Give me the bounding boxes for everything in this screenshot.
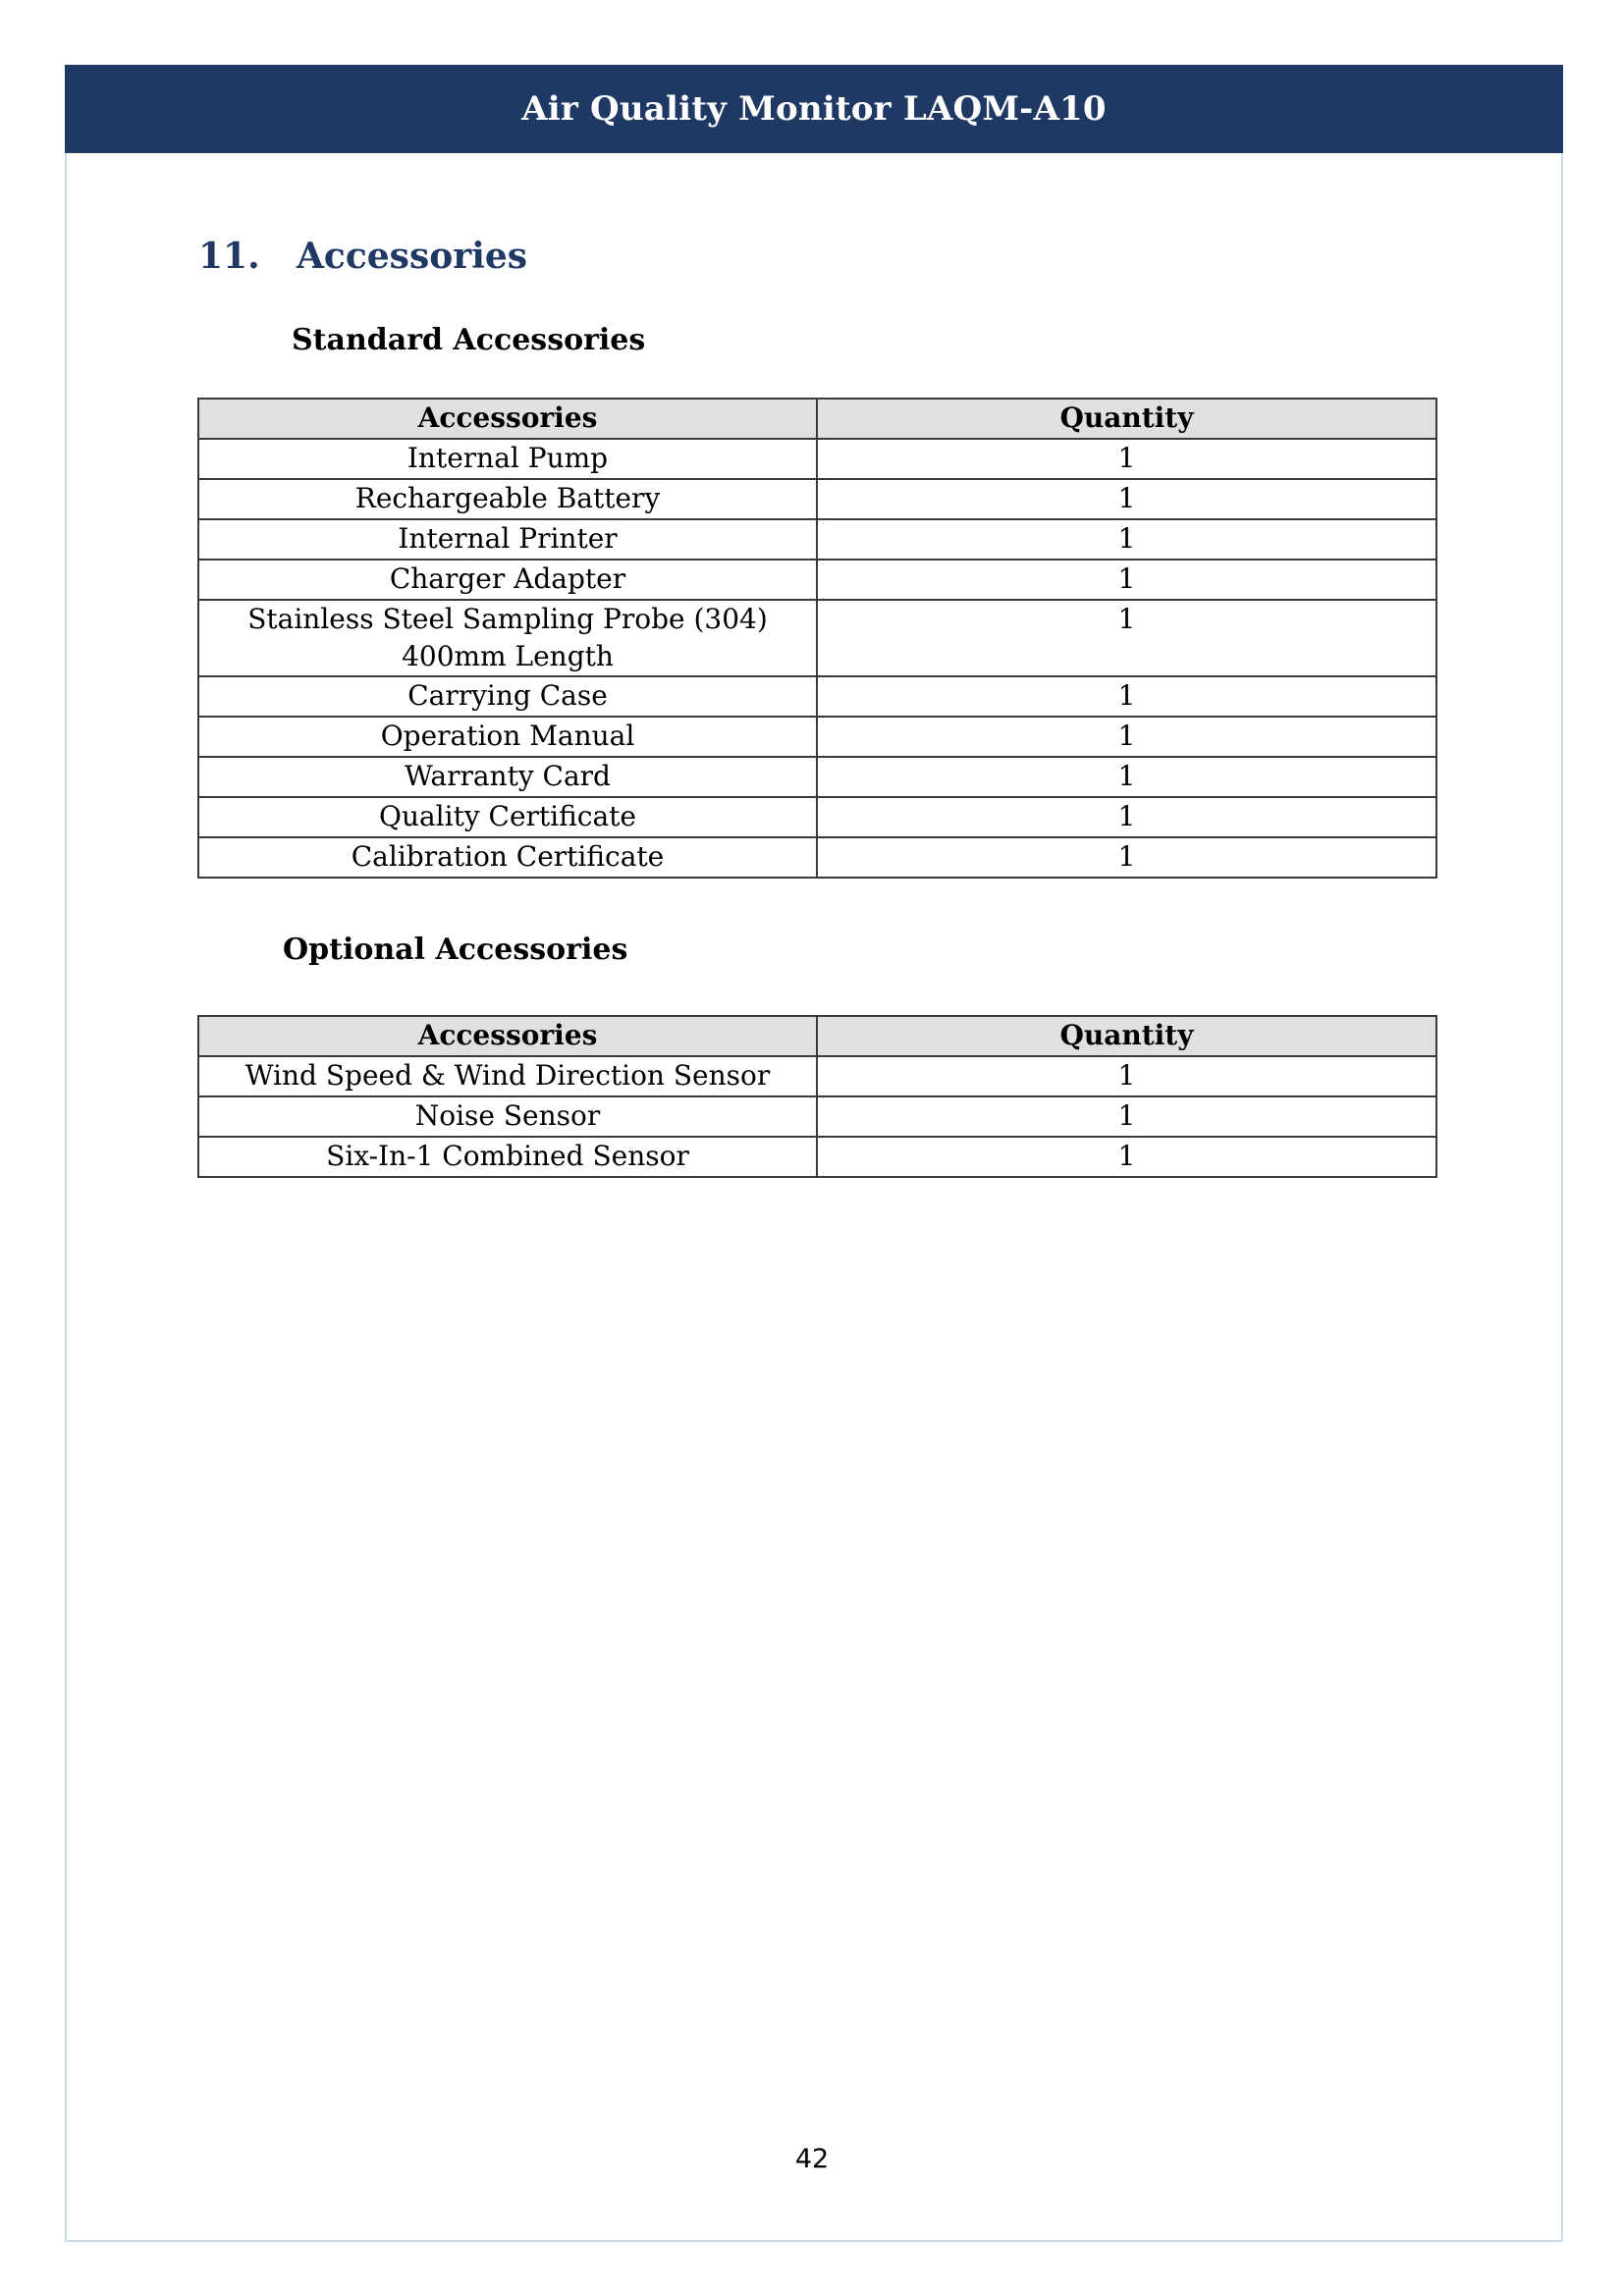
table-row: [198, 676, 1436, 717]
accessory-name: Six-In-1 Combined Sensor: [198, 1137, 817, 1177]
accessory-name: Internal Pump: [198, 439, 817, 479]
accessory-name: [198, 600, 817, 676]
accessory-name: Warranty Card: [198, 757, 817, 797]
accessory-name-line-1: Stainless Steel Sampling Probe (304): [247, 603, 768, 635]
section-number: 11.: [198, 236, 260, 277]
accessory-quantity: 1: [817, 797, 1436, 837]
accessory-name: Wind Speed & Wind Direction Sensor: [198, 1056, 817, 1096]
header-title: Air Quality Monitor LAQM-A10: [521, 89, 1107, 129]
table-header-row: [198, 399, 1436, 439]
accessory-quantity: 1: [817, 1056, 1436, 1096]
table-row: [198, 837, 1436, 878]
accessory-quantity: 1: [817, 600, 1436, 676]
table-row: [198, 600, 1436, 676]
accessory-name: Noise Sensor: [198, 1096, 817, 1137]
table-row: [198, 1096, 1436, 1137]
section-title: Accessories: [297, 236, 528, 277]
table-row: [198, 1137, 1436, 1177]
table-header-row: [198, 1016, 1436, 1056]
accessory-name-line-2: 400mm Length: [402, 640, 614, 672]
accessory-quantity: 1: [817, 479, 1436, 519]
page-number: 42: [794, 2144, 830, 2174]
accessory-quantity: 1: [817, 560, 1436, 600]
standard-accessories-table: [197, 398, 1437, 879]
header-bar: [65, 65, 1563, 153]
accessory-name: Quality Certificate: [198, 797, 817, 837]
accessory-quantity: 1: [817, 519, 1436, 560]
section-heading: [198, 236, 527, 277]
table-row: [198, 519, 1436, 560]
accessory-quantity: 1: [817, 439, 1436, 479]
accessory-name: Rechargeable Battery: [198, 479, 817, 519]
table-row: [198, 1056, 1436, 1096]
column-header-quantity: Quantity: [817, 1016, 1436, 1056]
column-header-quantity: Quantity: [817, 399, 1436, 439]
accessory-name: Charger Adapter: [198, 560, 817, 600]
table-row: [198, 797, 1436, 837]
table-row: [198, 439, 1436, 479]
optional-accessories-heading: Optional Accessories: [283, 933, 628, 967]
accessory-name: Calibration Certificate: [198, 837, 817, 878]
accessory-quantity: 1: [817, 676, 1436, 717]
column-header-accessories: Accessories: [198, 399, 817, 439]
standard-accessories-heading: Standard Accessories: [292, 323, 646, 357]
table-row: [198, 757, 1436, 797]
accessory-quantity: 1: [817, 717, 1436, 757]
accessory-name: Operation Manual: [198, 717, 817, 757]
table-row: [198, 717, 1436, 757]
accessory-quantity: 1: [817, 757, 1436, 797]
column-header-accessories: Accessories: [198, 1016, 817, 1056]
accessory-quantity: 1: [817, 1096, 1436, 1137]
table-row: [198, 479, 1436, 519]
table-row: [198, 560, 1436, 600]
optional-accessories-table: [197, 1015, 1437, 1178]
accessory-name: Carrying Case: [198, 676, 817, 717]
accessory-name: Internal Printer: [198, 519, 817, 560]
accessory-quantity: 1: [817, 1137, 1436, 1177]
accessory-quantity: 1: [817, 837, 1436, 878]
